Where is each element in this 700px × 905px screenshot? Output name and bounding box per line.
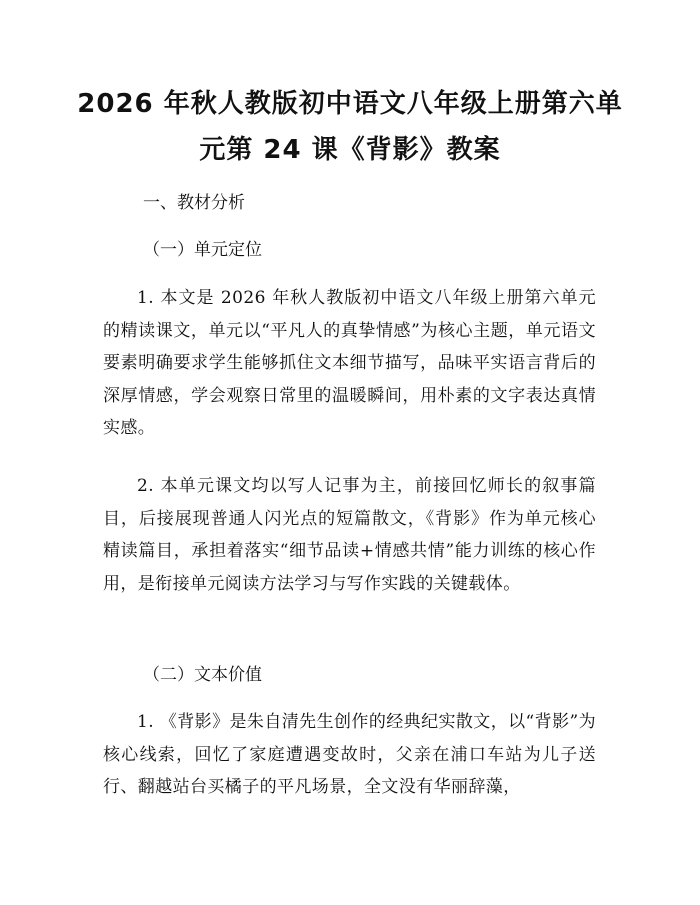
document-title-line-2: 元第 24 课《背影》教案 — [199, 135, 501, 165]
paragraph-unit-positioning-2: 2. 本单元课文均以写人记事为主，前接回忆师长的叙事篇目，后接展现普通人闪光点的短篇散文，《背影》作为单元核心精读篇目，承担着落实“细节品读+情感共情”能力训练的核心作用，是衔接单元阅读方法学习与写作实践的关键载体。 — [103, 476, 596, 594]
document-title-line-1: 2026 年秋人教版初中语文八年级上册第六单 — [77, 89, 623, 119]
paragraph-unit-positioning-1: 1. 本文是 2026 年秋人教版初中语文八年级上册第六单元的精读课文，单元以“平凡人的真挚情感”为核心主题，单元语文要素明确要求学生能够抓住文本细节描写，品味平实语言背后的深厚情感，学会观察日常里的温暖瞬间，用朴素的文字表达真情实感。 — [103, 288, 596, 438]
section-heading-textbook-analysis: 一、教材分析 — [143, 193, 245, 213]
subsection-heading-unit-positioning: （一）单元定位 — [143, 240, 262, 260]
paragraph-text-value-1: 1. 《背影》是朱自清先生创作的经典纪实散文，以“背影”为核心线索，回忆了家庭遭遇变故时，父亲在浦口车站为儿子送行、翻越站台买橘子的平凡场景，全文没有华丽辞藻， — [103, 712, 596, 797]
subsection-heading-text-value: （二）文本价值 — [143, 665, 262, 685]
